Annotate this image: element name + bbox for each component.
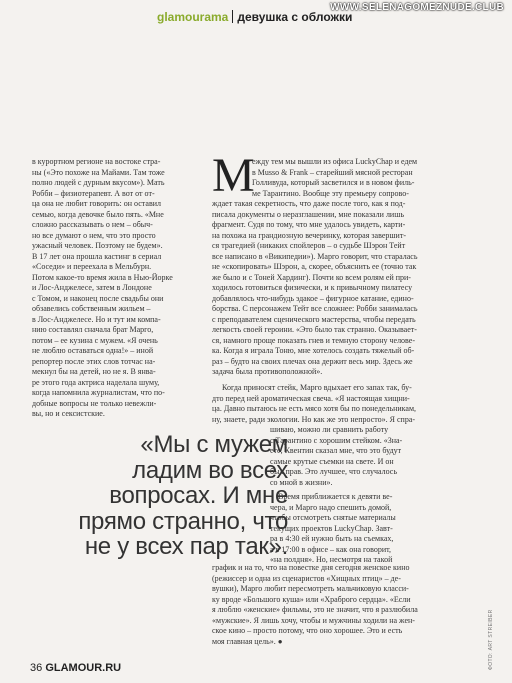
text-line: ну, знаете, ради экологии. Но как же это непросто». Я спра- bbox=[212, 414, 416, 424]
text-line: ся трагедией (никаких спойлеров – о судьбе Шэрон Тейт bbox=[212, 241, 406, 250]
text-line: (режиссер и одна из сценаристов «Хищных птиц» – де- bbox=[212, 573, 401, 583]
text-line: ждает такая секретность, что даже после того, как я под- bbox=[212, 199, 406, 208]
text-line: в Musso & Frank – старейший мясной ресторан bbox=[252, 167, 413, 177]
text-line: а в 17:00 в офисе – как она говорит, bbox=[270, 544, 392, 554]
page-footer bbox=[30, 662, 121, 674]
left-column bbox=[32, 157, 204, 420]
text-line: ежду тем мы вышли из офиса LuckyChap и едем bbox=[252, 157, 418, 166]
text-line: с преподавателем сценического мастерства, чтобы передать bbox=[212, 314, 416, 324]
text-line: дто перед ней ароматическая свеча. «Я настоящая хищни- bbox=[212, 393, 410, 403]
text-line: на похожа на грандиозную вечеринку, которая завершит- bbox=[212, 230, 406, 240]
page-number: 36 bbox=[30, 662, 43, 674]
text-line: ся, намного проще показать гнев и темную сторону челове- bbox=[212, 335, 415, 345]
text-line: нию составлял сначала брат Марго, bbox=[32, 325, 154, 334]
pull-quote-line: прямо странно, что bbox=[78, 507, 288, 535]
text-line: текущих проектов LuckyChap. Завт- bbox=[270, 523, 393, 533]
text-line: в курортном регионе на востоке стра- bbox=[32, 157, 161, 166]
header-divider bbox=[232, 10, 233, 23]
text-line: ца она не любит говорить: он оставил bbox=[32, 199, 161, 208]
text-line: В 17 лет она прошла кастинг в сериал bbox=[32, 251, 162, 261]
text-line: не «скопировать» Шэрон, а, скорее, объяснить ее (точно так bbox=[212, 262, 417, 271]
pull-quote bbox=[40, 432, 288, 560]
text-line: задача была противоположной». bbox=[212, 367, 323, 376]
text-line: не люблю оставаться одна!» – иной bbox=[32, 346, 154, 355]
text-line: фрагмент. Судя по тому, что мне удалось увидеть, карти- bbox=[212, 220, 406, 229]
pull-quote-line: вопросах. И мне bbox=[109, 482, 288, 509]
pull-quote-line: не у всех пар так». bbox=[84, 533, 288, 560]
rubric-name: девушка с обложки bbox=[237, 10, 353, 24]
text-line: вушки), Марго любит пересмотреть мальчиковую класси- bbox=[212, 584, 409, 593]
text-line: борства. С персонажем Тейт все сложнее: Робби занималась bbox=[212, 304, 418, 313]
text-line: раз – будто на своих плечах она держит весь мир. Здесь же bbox=[212, 356, 413, 366]
text-line: все написано в «Википедии»). Марго говорит, что старалась bbox=[212, 251, 418, 261]
text-line: писала документы о неразглашении, мне показали лишь bbox=[212, 209, 405, 219]
text-line: Потом какое-то время жила в Нью-Йорке bbox=[32, 272, 173, 282]
text-line: в Лос-Анджелесе. Но и тут им компа- bbox=[32, 314, 161, 324]
text-line: ходилось готовиться физически, и к привычному пилатесу bbox=[212, 283, 413, 292]
text-line: «мужские». Я лишь хочу, чтобы и мужчины ходили на жен- bbox=[212, 615, 415, 625]
text-line: со мной в жизни». bbox=[270, 477, 333, 487]
text-line: легкость своей героини. «Это было так странно. Оказывает- bbox=[212, 325, 417, 334]
text-line: и Лос-Анджелесе, затем в Лондоне bbox=[32, 283, 152, 292]
section-name: glamourama bbox=[157, 10, 229, 24]
text-line: график и на то, что на повестке дня сегодня женское кино bbox=[212, 563, 410, 572]
text-line: ка. Когда я играла Тоню, мне хотелось создать тяжелый об- bbox=[212, 346, 415, 355]
text-line: ны («Это похоже на Майами. Там тоже bbox=[32, 167, 165, 177]
text-line: ра в 4:30 ей нужно быть на съемках, bbox=[270, 534, 394, 543]
text-line: самые крутые съемки на свете. И он bbox=[270, 456, 394, 466]
text-line: репортер после этих слов тотчас на- bbox=[32, 356, 156, 366]
text-line: ме Тарантино. Вообще эту премьеру сопрово- bbox=[252, 188, 409, 198]
text-line: Робби – физиотерапевт. А вот от от- bbox=[32, 188, 155, 198]
magazine-url: GLAMOUR.RU bbox=[45, 662, 122, 674]
watermark: WWW.SELENAGOMEZNUDE.CLUB bbox=[330, 2, 504, 13]
text-line: с Тарантино с хорошим стейком. «Зна- bbox=[270, 435, 403, 445]
text-line: ете, Квентин сказал мне, что это будут bbox=[270, 446, 402, 455]
page-header bbox=[157, 8, 352, 26]
text-line: Голливуда, который засветился и в новом филь- bbox=[252, 178, 415, 187]
text-line: ре этого года актриса наделала шуму, bbox=[32, 377, 160, 387]
text-line: потом – ее кузина с мужем. «Я очень bbox=[32, 335, 158, 345]
pull-quote-line: «Мы с мужем bbox=[140, 431, 288, 458]
text-line: «Соседи» и переехала в Мельбурн. bbox=[32, 262, 152, 271]
right-column-bottom bbox=[212, 563, 484, 647]
text-line: мекнул бы на детей, но не я. В янва- bbox=[32, 367, 156, 376]
text-line: шиваю, можно ли сравнить работу bbox=[270, 425, 389, 434]
right-column-top bbox=[212, 157, 482, 378]
text-line: был прав. Это лучшее, что случалось bbox=[270, 467, 397, 476]
text-line: моя главная цель». ● bbox=[212, 636, 283, 646]
drop-cap: М bbox=[212, 149, 255, 202]
pull-quote-line: ладим во всех bbox=[132, 456, 288, 484]
text-line: ужасный человек. Поэтому не будем». bbox=[32, 241, 163, 250]
text-line: же было и с Тоней Хардинг). Почти ко всем ролям ей при- bbox=[212, 272, 411, 282]
text-line: сложно рассказывать о нем – обыч- bbox=[32, 220, 153, 229]
text-line: вы, но и сексистские. bbox=[32, 409, 105, 418]
text-line: Время приближается к девяти ве- bbox=[278, 492, 393, 501]
text-line: я люблю «женские» фильмы, это не значит, что я разлюбила bbox=[212, 605, 418, 614]
text-line: полно людей с дурным вкусом»). Мать bbox=[32, 178, 165, 187]
text-line: добавлялось что-нибудь эдакое – фигурное катание, едино- bbox=[212, 293, 414, 303]
text-line: но все думают о нем, что это просто bbox=[32, 230, 156, 240]
text-line: семью, когда девочке было пять. «Мне bbox=[32, 209, 164, 219]
text-line: «на полдня». Но, несмотря на такой bbox=[270, 555, 393, 564]
text-line: ца. Давно пытаюсь не есть мясо хотя бы по понедельникам, bbox=[212, 404, 417, 413]
photo-credit-wrap bbox=[488, 600, 496, 670]
text-line: ское кино – просто потому, что оно хорошее. Это и есть bbox=[212, 626, 403, 635]
text-line: когда напомнила журналистам, что по- bbox=[32, 388, 165, 397]
text-line: Когда приносят стейк, Марго вдыхает его запах так, бу- bbox=[222, 383, 412, 392]
photo-credit: ФОТО: ART STREIBER bbox=[488, 609, 494, 670]
text-line: ку вроде «Большого куша» или «Храброго сердца». «Если bbox=[212, 594, 411, 604]
text-line: чера, и Марго надо спешить домой, bbox=[270, 502, 392, 512]
text-line: чтобы отсмотреть снятые материалы bbox=[270, 513, 396, 522]
text-line: обзавелись собственным жильем – bbox=[32, 304, 151, 313]
text-line: добные вопросы не только невежли- bbox=[32, 398, 157, 408]
text-line: с Томом, и наконец после свадьбы они bbox=[32, 293, 164, 303]
